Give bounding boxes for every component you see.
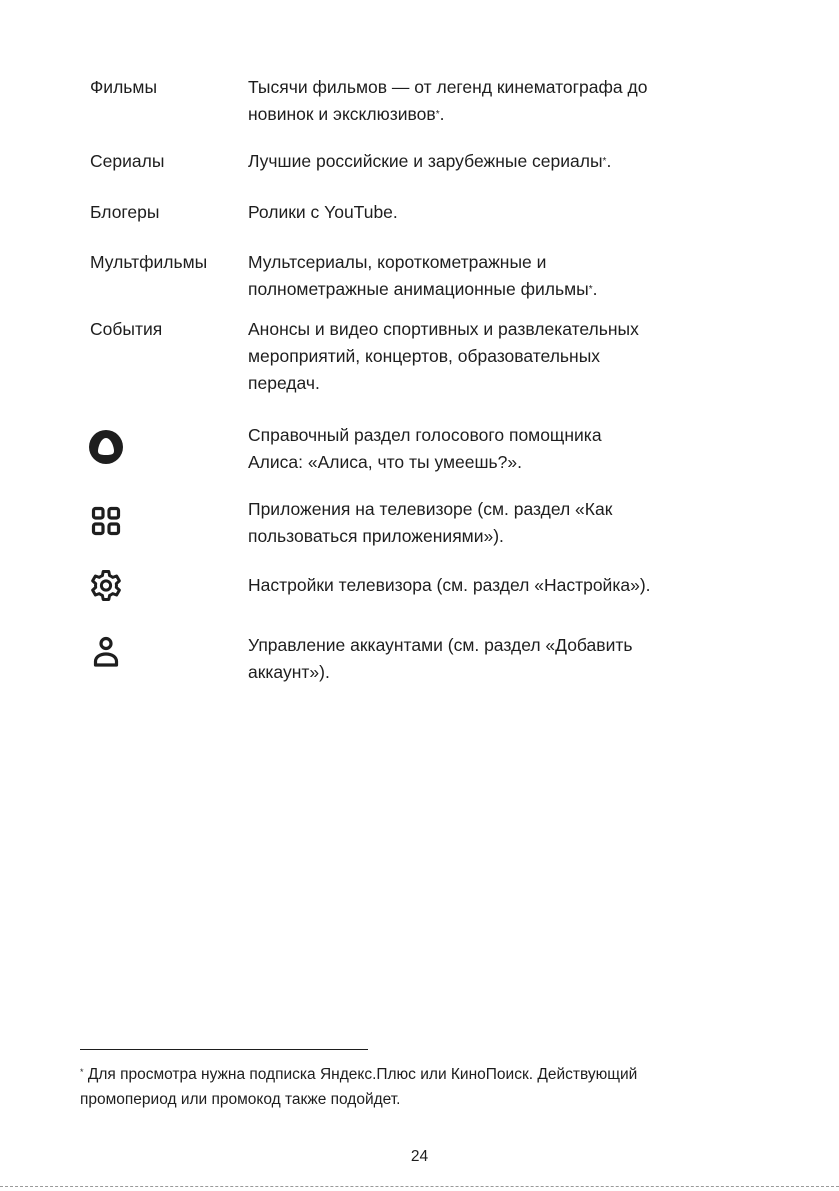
- term-series: Сериалы: [90, 151, 165, 171]
- user-icon: [86, 632, 126, 672]
- desc-films-line-2: новинок и эксклюзивов: [248, 104, 436, 124]
- desc-events-line-1: Анонсы и видео спортивных и развлекательных: [248, 319, 639, 339]
- desc-accounts: [248, 632, 728, 686]
- desc-alice: [248, 422, 728, 476]
- desc-cartoons-line-2: полнометражные анимационные фильмы: [248, 279, 589, 299]
- desc-cartoons-line-1: Мультсериалы, короткометражные и: [248, 252, 547, 272]
- gear-icon: [86, 566, 126, 606]
- desc-cartoons-end: .: [592, 279, 598, 299]
- desc-series-line-1: Лучшие российские и зарубежные сериалы: [248, 151, 603, 171]
- desc-events: [248, 316, 728, 397]
- footnote-mark: *: [588, 284, 593, 295]
- desc-series: [248, 148, 728, 175]
- desc-films-line-1: Тысячи фильмов — от легенд кинематографа до: [248, 77, 648, 97]
- desc-events-line-2: мероприятий, концертов, образовательных: [248, 346, 601, 366]
- desc-films: [248, 74, 728, 128]
- desc-apps-line-1: Приложения на телевизоре (см. раздел «Как: [248, 499, 613, 519]
- desc-alice-line-1: Справочный раздел голосового помощника: [248, 425, 602, 445]
- desc-series-end: .: [606, 151, 612, 171]
- desc-bloggers: [248, 199, 728, 226]
- term-bloggers: Блогеры: [90, 202, 160, 222]
- footnote-line-1: Для просмотра нужна подписка Яндекс.Плюс или КиноПоиск. Действующий: [87, 1066, 638, 1083]
- desc-alice-line-2: Алиса: «Алиса, что ты умеешь?».: [248, 452, 522, 472]
- desc-apps: [248, 496, 728, 550]
- desc-accounts-line-1: Управление аккаунтами (см. раздел «Добавить: [248, 635, 633, 655]
- footnote-mark: *: [602, 156, 607, 167]
- desc-accounts-line-2: аккаунт»).: [248, 662, 330, 682]
- desc-bloggers-line-1: Ролики с YouTube.: [248, 202, 398, 222]
- footnote-divider: [80, 1049, 368, 1050]
- term-cartoons: Мультфильмы: [90, 252, 208, 272]
- desc-cartoons: [248, 249, 728, 303]
- desc-films-end: .: [439, 104, 445, 124]
- desc-apps-line-2: пользоваться приложениями»).: [248, 526, 504, 546]
- footnote-mark: *: [80, 1067, 84, 1077]
- page-number: 24: [410, 1148, 429, 1165]
- page-bottom-edge: [0, 1186, 839, 1187]
- footnote-mark: *: [435, 109, 440, 120]
- desc-settings-line-1: Настройки телевизора (см. раздел «Настройка»).: [248, 575, 651, 595]
- term-events: События: [90, 319, 163, 339]
- alice-icon: [86, 427, 126, 467]
- desc-events-line-3: передач.: [248, 373, 320, 393]
- desc-settings: [248, 572, 728, 599]
- apps-grid-icon: [86, 501, 126, 541]
- footnote: [80, 1062, 770, 1112]
- footnote-line-2: промопериод или промокод также подойдет.: [80, 1091, 401, 1108]
- term-films: Фильмы: [90, 77, 158, 97]
